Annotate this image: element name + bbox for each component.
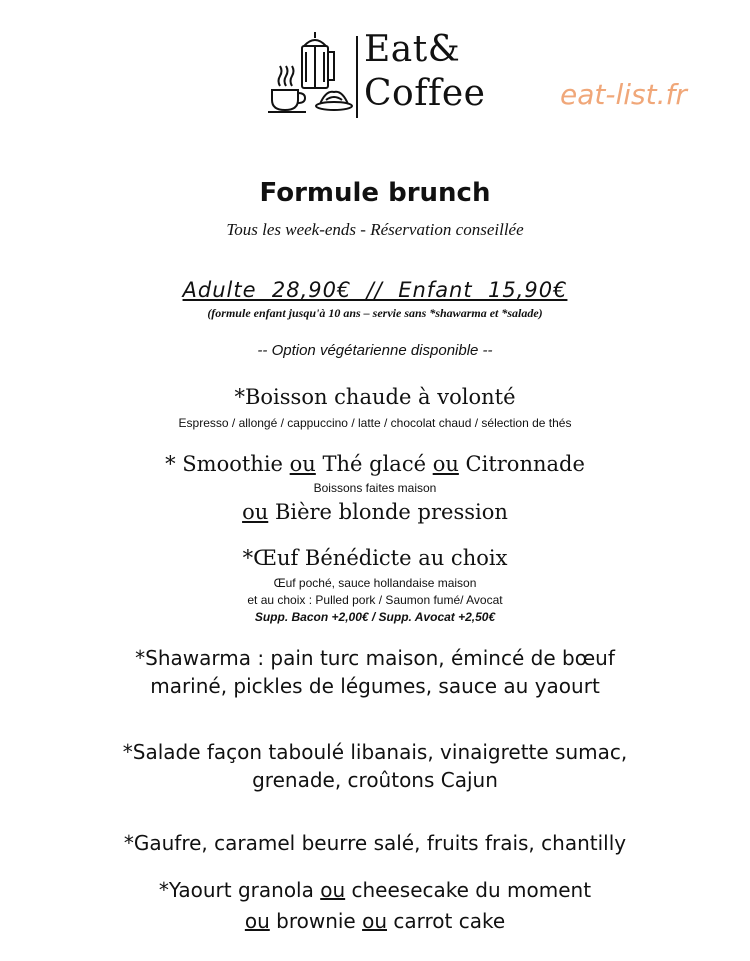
salad-line-2: grenade, croûtons Cajun: [252, 768, 498, 792]
cold-drink-mid: Thé glacé: [315, 452, 433, 476]
logo-wordmark: [364, 28, 485, 116]
shawarma-line-2: mariné, pickles de légumes, sauce au yaourt: [150, 674, 600, 698]
beer-line: [0, 500, 750, 524]
shawarma-item: [0, 646, 750, 698]
hot-drink-title: *Boisson chaude à volonté: [234, 385, 516, 409]
or-word: ou: [320, 878, 346, 902]
cold-drink-title: [0, 452, 750, 476]
price-note: (formule enfant jusqu'à 10 ans – servie sans *shawarma et *salade): [207, 306, 543, 320]
cold-drink-suffix: Citronnade: [458, 452, 585, 476]
page-subtitle: Tous les week-ends - Réservation conseillée: [226, 220, 524, 239]
or-word: ou: [362, 909, 388, 933]
eggs-title: *Œuf Bénédicte au choix: [242, 546, 508, 570]
dessert-mid2: brownie: [269, 909, 363, 933]
brand-logo: [266, 28, 496, 124]
logo-line-2: Coffee: [364, 73, 486, 114]
page-title: Formule brunch: [259, 178, 491, 208]
vegetarian-option: -- Option végétarienne disponible --: [257, 342, 493, 359]
cold-drink-prefix: * Smoothie: [165, 452, 290, 476]
eggs-desc-1: Œuf poché, sauce hollandaise maison: [273, 576, 477, 590]
salad-line-1: *Salade façon taboulé libanais, vinaigrette sumac,: [122, 740, 628, 764]
shawarma-line-1: *Shawarma : pain turc maison, émincé de bœuf: [135, 646, 615, 670]
eggs-supplements: Supp. Bacon +2,00€ / Supp. Avocat +2,50€: [254, 610, 496, 624]
dessert-prefix: *Yaourt granola: [158, 878, 321, 902]
watermark: eat-list.fr: [560, 78, 687, 111]
dessert-suffix: carrot cake: [387, 909, 506, 933]
price-line: Adulte 28,90€ // Enfant 15,90€: [182, 278, 568, 302]
hot-drink-desc: Espresso / allongé / cappuccino / latte / chocolat chaud / sélection de thés: [178, 416, 572, 430]
eggs-desc-2: et au choix : Pulled pork / Saumon fumé/ Avocat: [247, 593, 503, 607]
cold-drink-desc: Boissons faites maison: [313, 481, 437, 495]
dessert-line-2: [0, 909, 750, 933]
coffee-press-icon: [266, 30, 354, 116]
dessert-mid: cheesecake du moment: [345, 878, 592, 902]
salad-item: [0, 740, 750, 792]
logo-line-1: Eat&: [364, 29, 461, 70]
dessert-line-1: [0, 878, 750, 902]
waffle-item: *Gaufre, caramel beurre salé, fruits frais, chantilly: [123, 831, 627, 855]
or-word: ou: [244, 909, 270, 933]
logo-divider: [356, 36, 358, 118]
or-word: ou: [242, 500, 269, 524]
or-word: ou: [289, 452, 316, 476]
beer-text: Bière blonde pression: [268, 500, 508, 524]
or-word: ou: [432, 452, 459, 476]
